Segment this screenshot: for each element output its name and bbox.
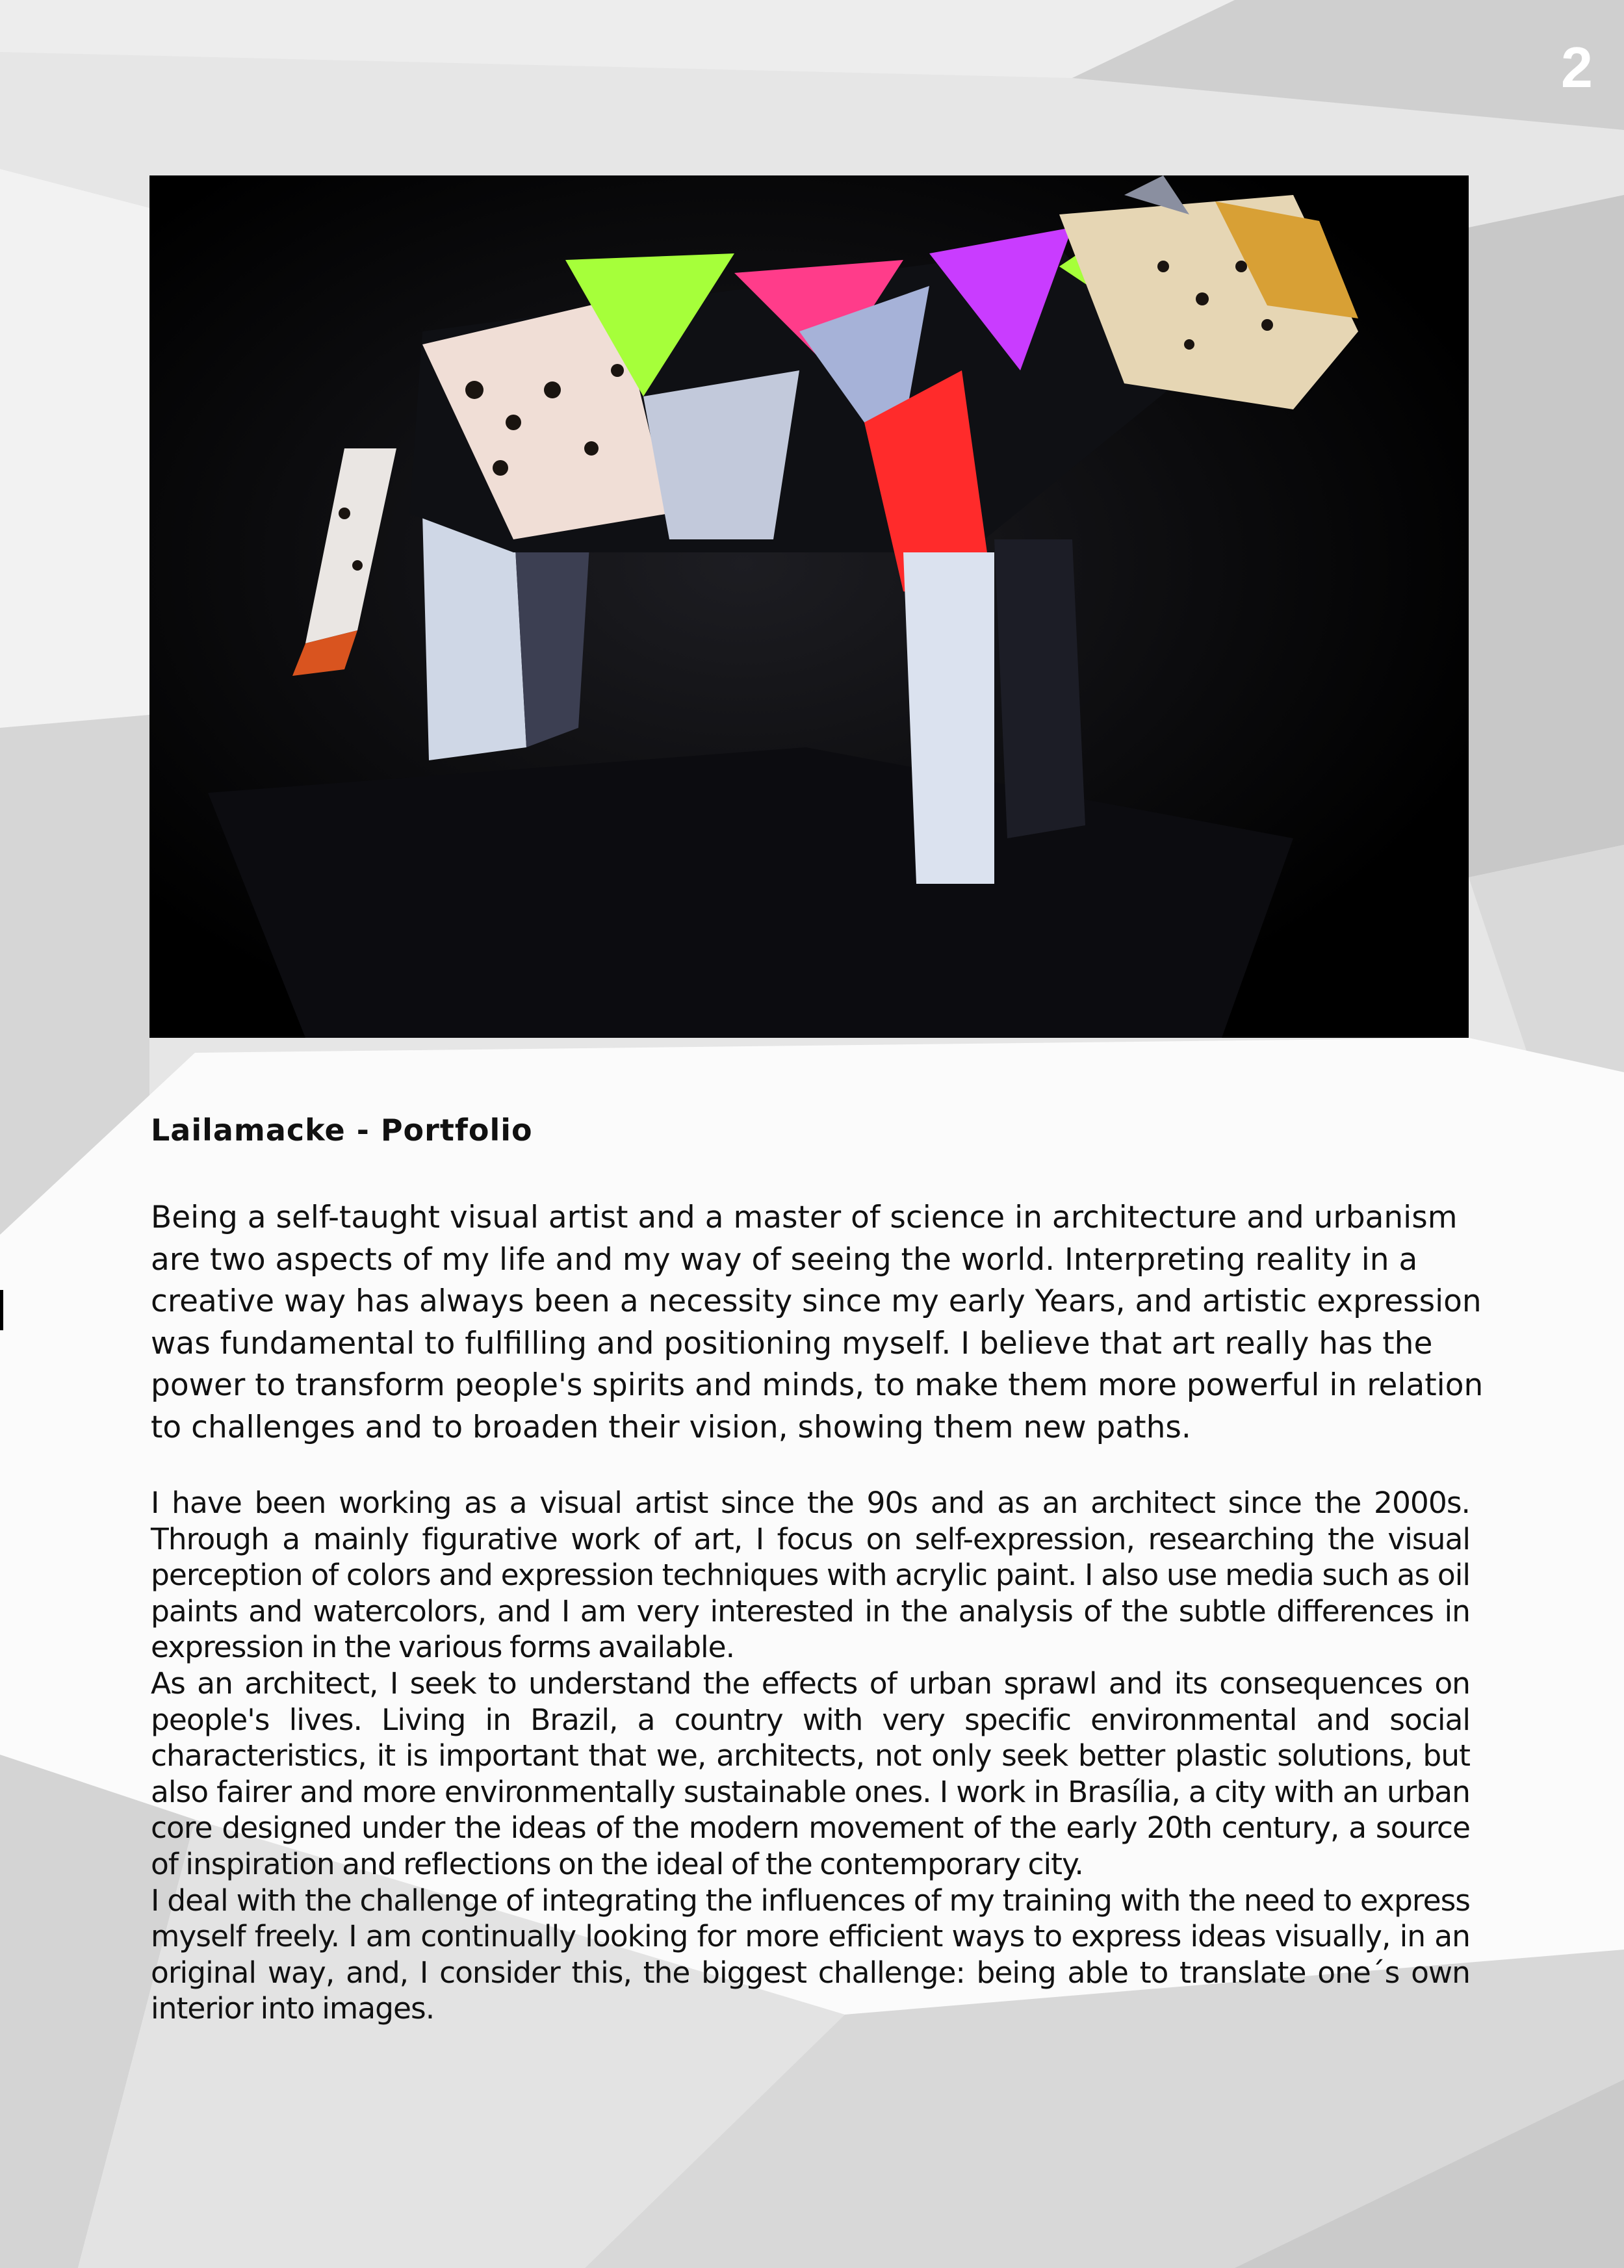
artwork-photo	[149, 175, 1469, 1038]
document-title: Lailamacke - Portfolio	[151, 1113, 533, 1148]
paragraph: I deal with the challenge of integrating the influences of my training with the need to express myself freely. I am continually looking for more efficient ways to express ideas visually, in an original way, and, I consider this, the biggest challenge: being able to translate one´s own interior into images.	[151, 1883, 1470, 2026]
page-number: 2	[1561, 35, 1593, 99]
intro-paragraph: Being a self-taught visual artist and a master of science in architecture and urbanism are two aspects of my life and my way of seeing the world. Interpreting reality in a creative way has always been a necessity since my early Years, and artistic expression was fundamental to fulfilling and positioning myself. I believe that art really has the power to transform people's spirits and minds, to make them more powerful in relation to challenges and to broaden their vision, showing them new paths.	[151, 1200, 1484, 1445]
edge-mark	[0, 1290, 3, 1330]
paragraph: I have been working as a visual artist since the 90s and as an architect since the 2000s. Through a mainly figurative work of art, I focus on self-expression, researching the visual perception of colors and expression techniques with acrylic paint. I also use media such as oil paints and watercolors, and I am very interested in the analysis of the subtle differences in expression in the various forms available.	[151, 1486, 1470, 1665]
body-text	[151, 1485, 1470, 2027]
jaguar-sculpture-image	[149, 175, 1469, 1038]
paragraph: As an architect, I seek to understand the effects of urban sprawl and its consequences on people's lives. Living in Brazil, a country with very specific environmental and social characteristics, it is important that we, architects, not only seek better plastic solutions, but also fairer and more environmentally sustainable ones. I work in Brasília, a city with an urban core designed under the ideas of the modern movement of the early 20th century, a source of inspiration and reflections on the ideal of the contemporary city.	[151, 1666, 1470, 1881]
